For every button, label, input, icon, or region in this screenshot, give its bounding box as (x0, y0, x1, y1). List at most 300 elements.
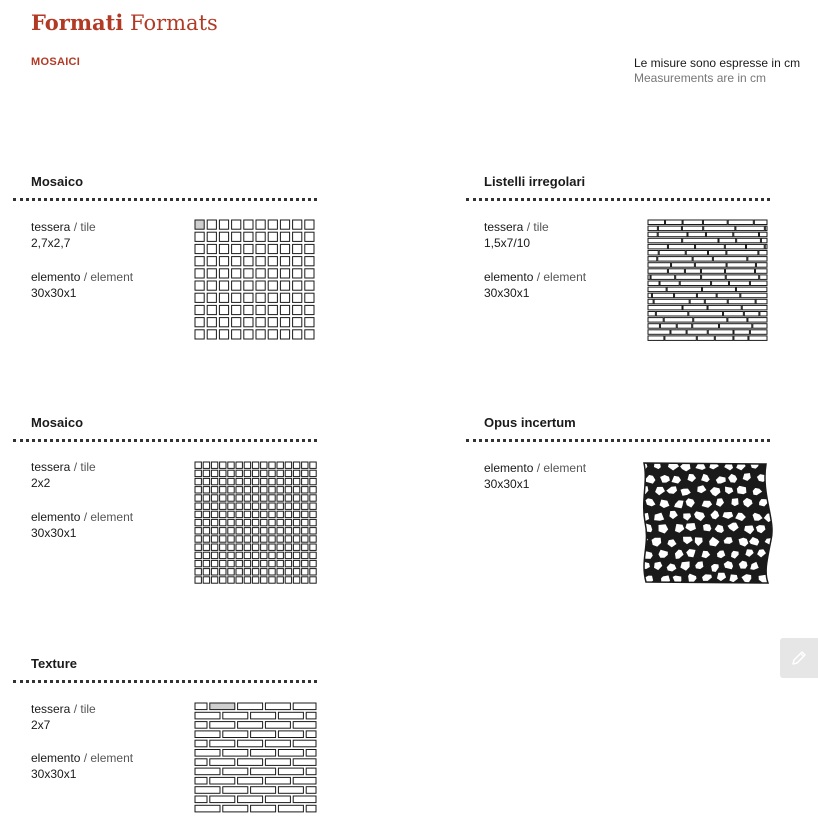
strip-shape (689, 312, 723, 317)
strip-shape (686, 251, 707, 256)
strip-shape (719, 238, 736, 243)
fine-mosaic-illustration (194, 461, 318, 585)
pencil-icon (790, 649, 808, 667)
tile-size: 2x7 (31, 718, 51, 732)
strip-shape (680, 281, 710, 286)
strip-shape (756, 299, 767, 304)
tile-shape (280, 305, 289, 314)
brick-shape (210, 777, 235, 784)
tile-shape (228, 470, 234, 476)
tile-shape (207, 293, 216, 302)
strip-shape (695, 263, 726, 268)
strip-shape (648, 293, 651, 298)
tile-shape (305, 257, 314, 266)
tile-shape (195, 560, 201, 566)
tile-shape (203, 577, 209, 583)
strip-shape (666, 220, 683, 225)
strip-shape (648, 299, 653, 304)
element-size: 30x30x1 (31, 526, 77, 540)
strip-shape (728, 299, 755, 304)
tile-shape (269, 552, 275, 558)
dotted-divider (466, 439, 770, 442)
tile-shape (195, 528, 201, 534)
format-title: Listelli irregolari (484, 174, 586, 189)
strip-shape (741, 293, 767, 298)
tile-shape (207, 232, 216, 241)
tile-shape (293, 511, 299, 517)
element-spec: elemento / element 30x30x1 (484, 270, 587, 300)
tile-shape (261, 511, 267, 517)
strip-shape (694, 318, 727, 323)
tile-shape (261, 519, 267, 525)
strip-shape (759, 251, 767, 256)
tile-shape (277, 511, 283, 517)
strip-shape (677, 324, 691, 329)
brick-shape (223, 805, 248, 812)
strip-shape (648, 287, 666, 292)
tile-shape (256, 232, 265, 241)
strip-shape (729, 281, 749, 286)
tile-shape (256, 330, 265, 339)
tile-shape (203, 503, 209, 509)
tile-shape (269, 536, 275, 542)
strip-shape (734, 330, 749, 335)
brick-shape (195, 750, 220, 757)
strip-shape (671, 330, 686, 335)
tile-shape (195, 220, 204, 229)
tile-shape (203, 511, 209, 517)
tile-shape (244, 305, 253, 314)
brick-shape (293, 777, 316, 784)
tile-shape (244, 552, 250, 558)
tile-shape (269, 519, 275, 525)
tile-shape (220, 552, 226, 558)
strip-shape (652, 293, 673, 298)
tile-shape (310, 503, 316, 509)
tile-shape (310, 478, 316, 484)
tile-shape (211, 552, 217, 558)
tile-shape (244, 293, 253, 302)
tile-shape (293, 519, 299, 525)
strip-shape (726, 275, 758, 280)
format-title: Mosaico (31, 174, 84, 189)
tile-shape (277, 470, 283, 476)
tile-shape (277, 569, 283, 575)
tile-shape (285, 577, 291, 583)
strip-shape (693, 257, 712, 262)
strip-shape (704, 226, 735, 231)
brick-shape (278, 768, 303, 775)
tile-shape (252, 569, 258, 575)
strip-shape (654, 299, 689, 304)
tile-shape (220, 569, 226, 575)
tile-shape (203, 569, 209, 575)
tile-shape (232, 232, 241, 241)
edit-button[interactable] (780, 638, 818, 678)
strip-shape (706, 232, 732, 237)
element-spec: elemento / element 30x30x1 (31, 751, 134, 781)
strip-shape (658, 257, 692, 262)
tile-shape (310, 544, 316, 550)
strip-shape (737, 238, 761, 243)
tile-shape (269, 487, 275, 493)
tile-shape (195, 244, 204, 253)
dotted-divider (13, 439, 317, 442)
brick-texture-illustration (194, 702, 318, 816)
strip-shape (676, 275, 701, 280)
strip-shape (715, 336, 733, 341)
stone-shape (772, 576, 778, 585)
measurement-note (634, 56, 800, 86)
tile-shape (232, 269, 241, 278)
tile-shape (302, 462, 308, 468)
tile-shape (302, 560, 308, 566)
tile-shape (302, 569, 308, 575)
tile-shape (302, 470, 308, 476)
tile-shape (211, 478, 217, 484)
stone-shape (771, 549, 778, 557)
page-title: Formati Formats (31, 10, 218, 35)
strip-shape (750, 281, 767, 286)
brick-shape (251, 768, 276, 775)
brick-shape (251, 805, 276, 812)
brick-shape (238, 759, 263, 766)
tile-shape (280, 232, 289, 241)
tile-shape (293, 470, 299, 476)
tile-shape (280, 330, 289, 339)
brick-shape (251, 787, 276, 794)
tile-shape (277, 462, 283, 468)
tile-shape (310, 495, 316, 501)
tile-shape (280, 318, 289, 327)
tile-shape (195, 511, 201, 517)
element-spec: elemento / element 30x30x1 (31, 270, 134, 300)
tile-shape (280, 293, 289, 302)
tile-shape (252, 544, 258, 550)
tile-shape (261, 462, 267, 468)
brick-shape (251, 731, 276, 738)
tile-shape (269, 478, 275, 484)
tile-shape (220, 462, 226, 468)
tile-shape (285, 470, 291, 476)
tile-shape (203, 552, 209, 558)
strip-shape (726, 269, 755, 274)
strip-shape (728, 220, 753, 225)
tile-shape (236, 577, 242, 583)
tile-shape (220, 528, 226, 534)
tile-shape (252, 495, 258, 501)
strip-shape (701, 269, 724, 274)
strip-shape (760, 312, 767, 317)
tile-shape (252, 470, 258, 476)
tile-shape (228, 462, 234, 468)
tile-shape (268, 293, 277, 302)
tile-shape (269, 560, 275, 566)
tile-shape (195, 269, 204, 278)
strip-shape (708, 330, 733, 335)
tile-shape (277, 528, 283, 534)
tile-shape (211, 560, 217, 566)
strip-shape (648, 305, 682, 310)
format-title: Mosaico (31, 415, 84, 430)
brick-shape (251, 750, 276, 757)
tile-shape (277, 577, 283, 583)
tile-shape (244, 569, 250, 575)
tile-shape (305, 330, 314, 339)
square-mosaic-illustration (194, 219, 318, 343)
strip-shape (756, 263, 767, 268)
brick-shape (210, 740, 235, 747)
tile-shape (244, 269, 253, 278)
tile-shape (211, 577, 217, 583)
strip-shape (761, 238, 767, 243)
strip-shape (648, 251, 658, 256)
tile-shape (244, 503, 250, 509)
tile-shape (293, 478, 299, 484)
tile-shape (305, 220, 314, 229)
tile-shape (203, 487, 209, 493)
tile-shape (203, 528, 209, 534)
brick-shape (278, 712, 303, 719)
tile-shape (302, 495, 308, 501)
tile-shape (203, 495, 209, 501)
brick-shape (223, 750, 248, 757)
strip-shape (648, 275, 650, 280)
tile-shape (261, 560, 267, 566)
strip-shape (756, 269, 767, 274)
tile-shape (195, 305, 204, 314)
tile-shape (256, 293, 265, 302)
tile-shape (280, 220, 289, 229)
strip-shape (703, 287, 736, 292)
strip-shape (765, 244, 767, 249)
stone-shape (771, 499, 778, 509)
strip-shape (734, 336, 748, 341)
brick-shape (251, 712, 276, 719)
tile-shape (305, 318, 314, 327)
tile-size: 1,5x7/10 (484, 236, 531, 250)
stone-shape (773, 475, 778, 485)
strip-shape (648, 238, 682, 243)
tile-shape (219, 293, 228, 302)
tile-shape (219, 318, 228, 327)
brick-shape (195, 740, 207, 747)
tile-shape (232, 257, 241, 266)
stone-shape (661, 575, 671, 585)
strip-shape (660, 281, 679, 286)
tile-shape (310, 528, 316, 534)
tile-shape (310, 462, 316, 468)
tile-shape (310, 470, 316, 476)
tile-shape (236, 528, 242, 534)
tile-shape (305, 232, 314, 241)
tile-shape (302, 528, 308, 534)
tile-shape (203, 470, 209, 476)
brick-shape (293, 722, 316, 729)
dotted-divider (13, 198, 317, 201)
tile-shape (195, 487, 201, 493)
tile-shape (285, 528, 291, 534)
strip-shape (696, 244, 725, 249)
tile-shape (277, 503, 283, 509)
tile-shape (261, 569, 267, 575)
tile-size: 2x2 (31, 476, 51, 490)
strip-shape (648, 324, 659, 329)
tile-shape (211, 462, 217, 468)
element-spec: elemento / element 30x30x1 (31, 510, 134, 540)
strip-shape (708, 305, 741, 310)
tile-shape (268, 305, 277, 314)
tile-shape (293, 305, 302, 314)
tile-shape (293, 293, 302, 302)
tile-shape (211, 519, 217, 525)
tile-shape (195, 257, 204, 266)
tile-shape (277, 560, 283, 566)
brick-shape (210, 703, 235, 710)
strip-shape (648, 257, 657, 262)
brick-shape (265, 796, 290, 803)
tile-shape (236, 487, 242, 493)
tile-shape (252, 511, 258, 517)
opus-incertum-illustration (638, 460, 778, 586)
strip-shape (747, 244, 765, 249)
strip-shape (760, 232, 767, 237)
tile-shape (302, 503, 308, 509)
tile-shape (268, 244, 277, 253)
dotted-divider (466, 198, 770, 201)
tile-shape (207, 244, 216, 253)
tile-shape (310, 487, 316, 493)
tile-shape (293, 536, 299, 542)
strip-shape (720, 324, 752, 329)
tile-shape (219, 232, 228, 241)
tile-shape (236, 470, 242, 476)
format-title: Texture (31, 656, 77, 671)
tile-shape (219, 220, 228, 229)
tile-shape (302, 552, 308, 558)
tile-shape (244, 318, 253, 327)
strip-shape (648, 336, 664, 341)
tile-shape (219, 330, 228, 339)
brick-shape (238, 796, 263, 803)
stone-shape (703, 524, 712, 532)
tile-shape (236, 569, 242, 575)
tile-shape (280, 244, 289, 253)
brick-shape (293, 759, 316, 766)
strip-shape (749, 336, 767, 341)
tile-shape (220, 511, 226, 517)
tile-shape (268, 220, 277, 229)
brick-shape (265, 703, 290, 710)
tile-shape (219, 257, 228, 266)
brick-shape (265, 777, 290, 784)
tile-shape (285, 536, 291, 542)
strip-shape (728, 318, 747, 323)
brick-shape (195, 796, 207, 803)
tile-shape (207, 257, 216, 266)
tile-shape (310, 569, 316, 575)
tile-shape (244, 536, 250, 542)
strip-shape (683, 220, 702, 225)
tile-shape (252, 560, 258, 566)
tile-shape (268, 281, 277, 290)
tile-shape (232, 281, 241, 290)
tile-shape (220, 536, 226, 542)
tile-shape (256, 305, 265, 314)
tile-shape (232, 318, 241, 327)
tile-shape (302, 577, 308, 583)
brick-shape (210, 722, 235, 729)
tile-shape (211, 569, 217, 575)
brick-shape (238, 740, 263, 747)
tile-shape (207, 281, 216, 290)
tile-shape (310, 519, 316, 525)
strip-shape (648, 244, 667, 249)
tile-shape (244, 470, 250, 476)
tile-shape (268, 257, 277, 266)
tile-shape (277, 552, 283, 558)
tile-shape (277, 495, 283, 501)
brick-shape (306, 750, 316, 757)
tile-shape (305, 281, 314, 290)
brick-shape (306, 787, 316, 794)
strip-shape (742, 305, 767, 310)
strip-shape (702, 275, 726, 280)
tile-shape (236, 495, 242, 501)
strip-shape (712, 281, 729, 286)
strip-shape (648, 269, 667, 274)
tile-shape (211, 495, 217, 501)
tile-shape (220, 495, 226, 501)
tile-shape (244, 511, 250, 517)
tile-shape (252, 528, 258, 534)
tile-shape (280, 257, 289, 266)
tile-shape (293, 528, 299, 534)
tile-shape (293, 503, 299, 509)
strip-shape (651, 275, 675, 280)
tile-shape (269, 462, 275, 468)
brick-shape (306, 768, 316, 775)
tile-shape (232, 305, 241, 314)
element-spec: elemento / element 30x30x1 (484, 461, 587, 491)
strip-shape (682, 226, 702, 231)
strip-shape (687, 330, 707, 335)
strip-shape (648, 281, 659, 286)
brick-shape (210, 759, 235, 766)
brick-shape (265, 740, 290, 747)
strip-shape (760, 275, 767, 280)
dotted-divider (13, 680, 317, 683)
tile-shape (203, 519, 209, 525)
stone-shape (736, 485, 746, 494)
tile-shape (211, 487, 217, 493)
tile-shape (232, 220, 241, 229)
brick-shape (238, 703, 263, 710)
tile-shape (302, 536, 308, 542)
strip-shape (688, 232, 705, 237)
strip-shape (744, 312, 759, 317)
strip-shape (724, 312, 744, 317)
tile-shape (232, 244, 241, 253)
tile-shape (261, 478, 267, 484)
tile-shape (236, 544, 242, 550)
tile-shape (305, 269, 314, 278)
brick-shape (293, 796, 316, 803)
tile-shape (310, 552, 316, 558)
brick-shape (306, 805, 316, 812)
tile-shape (285, 495, 291, 501)
tile-shape (195, 519, 201, 525)
